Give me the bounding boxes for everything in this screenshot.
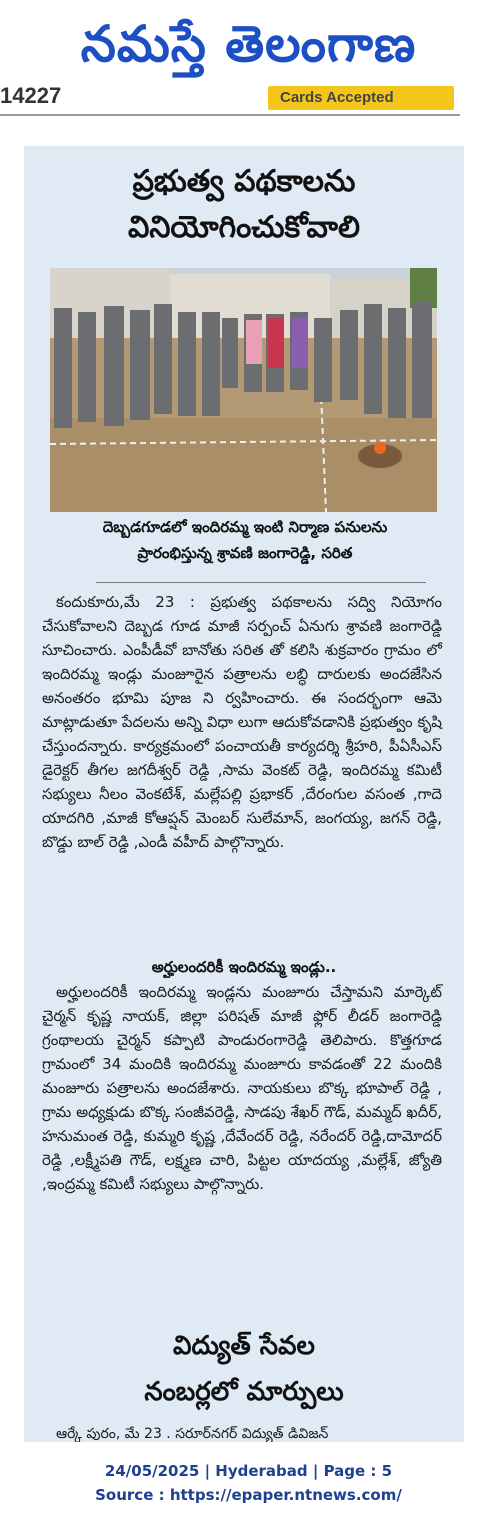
article-subhead: అర్హులందరికీ ఇందిరమ్మ ఇండ్లు.. [151,958,337,976]
article-paragraph: కందుకూరు,మే 23 : ప్రభుత్వ పథకాలను సద్వి నియోగం చేసుకోవాలని దెబ్బడ గూడ మాజీ సర్పంచ్ ఏనుగు శ్రావణి జంగారెడ్డి సూచించారు. ఎంపీడీవో బానోతు సరిత తో కలిసి శుక్రవారం గ్రామం లో ఇందిరమ్మ ఇండ్లు మంజూరైన పత్రాలను లబ్ధి దారులకు అందజేసిన అనంతరం భూమి పూజ ని ర్వహించారు. ఈ సందర్భంగా ఆమె మాట్లాడుతూ పేదలను అన్ని విధా లుగా ఆదుకోవడానికి ప్రభుత్వం కృషి చేస్తుందన్నారు. కార్యక్రమంలో పంచాయతీ కార్యదర్శి శ్రీహరి, పీఏసీఎస్ డైరెక్టర్ తీగల జగదీశ్వర్ రెడ్డి ,సామ వెంకట్ రెడ్డి, ఇందిరమ్మ కమిటీ సభ్యులు నీలం వెంకటేశ్, మల్లేపల్లి ప్రభాకర్ ,దేరంగుల వసంత ,గాదె యాదగిరి ,మాజీ కోఆప్షన్ మెంబర్ సులేమాన్, జంగయ్య, జగన్ రెడ్డి, బొడ్డు బాల్ రెడ్డి ,ఎండీ వహీద్ పాల్గొన్నారు. [42,593,442,851]
ad-text: Cards Accepted [280,89,394,106]
footer-source[interactable]: Source : https://epaper.ntnews.com/ [95,1486,402,1504]
article-headline-line2: వినియోగించుకోవాలి [128,210,360,245]
newspaper-logo: నమస్తే తెలంగాణ [80,15,417,73]
article-photo [50,268,437,512]
article2-headline-line2: నంబర్లలో మార్పులు [144,1377,344,1407]
article2-headline-line1: విద్యుత్ సేవల [173,1331,315,1361]
masthead-divider [0,114,460,116]
article2-lead: ఆర్కే పురం, మే 23 . సరూర్‌నగర్ విద్యుత్ డివిజన్ [56,1426,329,1442]
caption-divider [96,582,426,583]
article-paragraph: అర్హులందరికీ ఇందిరమ్మ ఇండ్లను మంజూరు చేస్తామని మార్కెట్ చైర్మన్ కృష్ణ నాయక్, జిల్లా పరిషత్ మాజీ ఫ్లోర్ లీడర్ జంగారెడ్డి గ్రంథాలయ చైర్మన్ కప్పాటి పాండురంగారెడ్డి తెలిపారు. కొత్తగూడ గ్రామంలో 34 మందికి ఇందిరమ్మ మంజూరు కావడంతో 22 మందికి మంజూరు పత్రాలను అందజేశారు. నాయకులు బొక్క భూపాల్ రెడ్డి , గ్రామ అధ్యక్షుడు బొక్క సంజీవరెడ్డి, సాడపు శేఖర్ గౌడ్, మమ్మద్ ఖదీర్, హనుమంత రెడ్డి, కుమ్మరి కృష్ణ ,దేవేందర్ రెడ్డి, నరేందర్ రెడ్డి,దామోదర్ రెడ్డి ,లక్ష్మీపతి గౌడ్, లక్ష్మణ చారి, పిట్టల యాదయ్య ,మల్లేశ్, జ్యోతి ,ఇంద్రమ్మ కమిటీ సభ్యులు పాల్గొన్నారు. [42,983,442,1193]
masthead-ticker-number: 14227 [0,83,62,108]
footer-date-edition: 24/05/2025 | Hyderabad | Page : 5 [104,1462,393,1480]
photo-illustration [50,268,437,512]
masthead [0,0,497,118]
photo-caption-line2: ప్రారంభిస్తున్న శ్రావణి జంగారెడ్డి, సరిత [137,544,353,562]
article-headline-line1: ప్రభుత్వ పథకాలను [132,164,356,199]
photo-caption-line1: దెబ్బడగూడలో ఇందిరమ్మ ఇంటి నిర్మాణ పనులను [102,518,388,536]
